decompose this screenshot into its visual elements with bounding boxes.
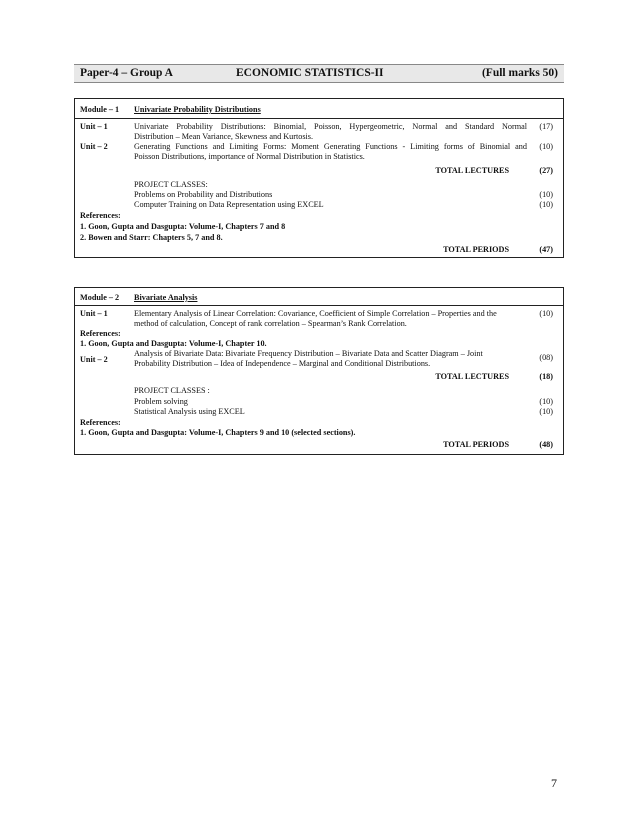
module-2-total-periods-value: (48) <box>539 440 553 449</box>
module-1-unit-2-marks: (10) <box>539 142 553 151</box>
module-2-box <box>74 287 564 455</box>
module-2-unit-1-label: Unit – 1 <box>80 309 108 318</box>
module-2-title: Bivariate Analysis <box>134 293 198 302</box>
module-1-project-heading: PROJECT CLASSES: <box>134 180 208 189</box>
module-1-unit-2-line-1: Generating Functions and Limiting Forms: Moment Generating Functions - Limiting forms of Binomial and <box>134 142 527 151</box>
module-1-project-1-marks: (10) <box>539 190 553 199</box>
module-2-unit-2-marks: (08) <box>539 353 553 362</box>
module-2-ref-1-heading: References: <box>80 329 121 338</box>
module-1-unit-1-marks: (17) <box>539 122 553 131</box>
module-2-project-1: Problem solving <box>134 397 188 406</box>
module-2-unit-1-line-2: method of calculation, Concept of rank correlation – Spearman’s Rank Correlation. <box>134 319 407 328</box>
module-1-total-lectures-label: TOTAL LECTURES <box>435 166 509 175</box>
module-2-unit-2-line-1: Analysis of Bivariate Data: Bivariate Frequency Distribution – Bivariate Data and Scatter Diagram – Joint <box>134 349 483 358</box>
module-1-project-2-marks: (10) <box>539 200 553 209</box>
page-number: 7 <box>551 776 557 790</box>
module-2-ref-1: 1. Goon, Gupta and Dasgupta: Volume-I, Chapter 10. <box>80 339 267 348</box>
module-2-total-lectures-value: (18) <box>539 372 553 381</box>
module-1-total-periods-value: (47) <box>539 245 553 254</box>
module-2-unit-1-marks: (10) <box>539 309 553 318</box>
module-1-unit-1-label: Unit – 1 <box>80 122 108 131</box>
module-2-unit-1-line-1: Elementary Analysis of Linear Correlation: Covariance, Coefficient of Simple Correlation – Properties and the <box>134 309 497 318</box>
module-2-project-1-marks: (10) <box>539 397 553 406</box>
module-2-divider <box>75 305 563 306</box>
module-1-divider <box>75 118 563 119</box>
module-1-unit-1-line-1: Univariate Probability Distributions: Binomial, Poisson, Hypergeometric, Normal and Standard Normal <box>134 122 527 131</box>
module-1-box <box>74 98 564 258</box>
paper-title: ECONOMIC STATISTICS-II <box>236 67 384 79</box>
module-1-reference-2: 2. Bowen and Starr: Chapters 5, 7 and 8. <box>80 233 223 242</box>
module-1-project-2: Computer Training on Data Representation using EXCEL <box>134 200 324 209</box>
module-2-total-periods-label: TOTAL PERIODS <box>443 440 509 449</box>
module-2-label: Module – 2 <box>80 293 120 302</box>
paper-header <box>74 64 564 83</box>
module-1-label: Module – 1 <box>80 105 120 114</box>
module-2-project-2: Statistical Analysis using EXCEL <box>134 407 245 416</box>
module-2-unit-2-line-2: Probability Distribution – Idea of Independence – Marginal and Conditional Distributions. <box>134 359 431 368</box>
module-1-unit-1-line-2: Distribution – Mean Variance, Skewness and Kurtosis. <box>134 132 314 141</box>
module-1-total-periods-label: TOTAL PERIODS <box>443 245 509 254</box>
module-2-unit-2-label: Unit – 2 <box>80 355 108 364</box>
paper-group-label: Paper-4 – Group A <box>80 67 173 79</box>
module-2-references-heading: References: <box>80 418 121 427</box>
module-1-total-lectures-value: (27) <box>539 166 553 175</box>
module-1-title: Univariate Probability Distributions <box>134 105 261 114</box>
module-1-unit-2-line-2: Poisson Distributions, importance of Normal Distribution in Statistics. <box>134 152 365 161</box>
module-1-reference-1: 1. Goon, Gupta and Dasgupta: Volume-I, Chapters 7 and 8 <box>80 222 286 231</box>
module-2-reference-1: 1. Goon, Gupta and Dasgupta: Volume-I, Chapters 9 and 10 (selected sections). <box>80 428 356 437</box>
module-2-project-2-marks: (10) <box>539 407 553 416</box>
module-1-project-1: Problems on Probability and Distributions <box>134 190 273 199</box>
module-2-project-heading: PROJECT CLASSES : <box>134 386 210 395</box>
module-2-total-lectures-label: TOTAL LECTURES <box>435 372 509 381</box>
module-1-unit-2-label: Unit – 2 <box>80 142 108 151</box>
module-1-references-heading: References: <box>80 211 121 220</box>
full-marks-label: (Full marks 50) <box>481 67 558 79</box>
